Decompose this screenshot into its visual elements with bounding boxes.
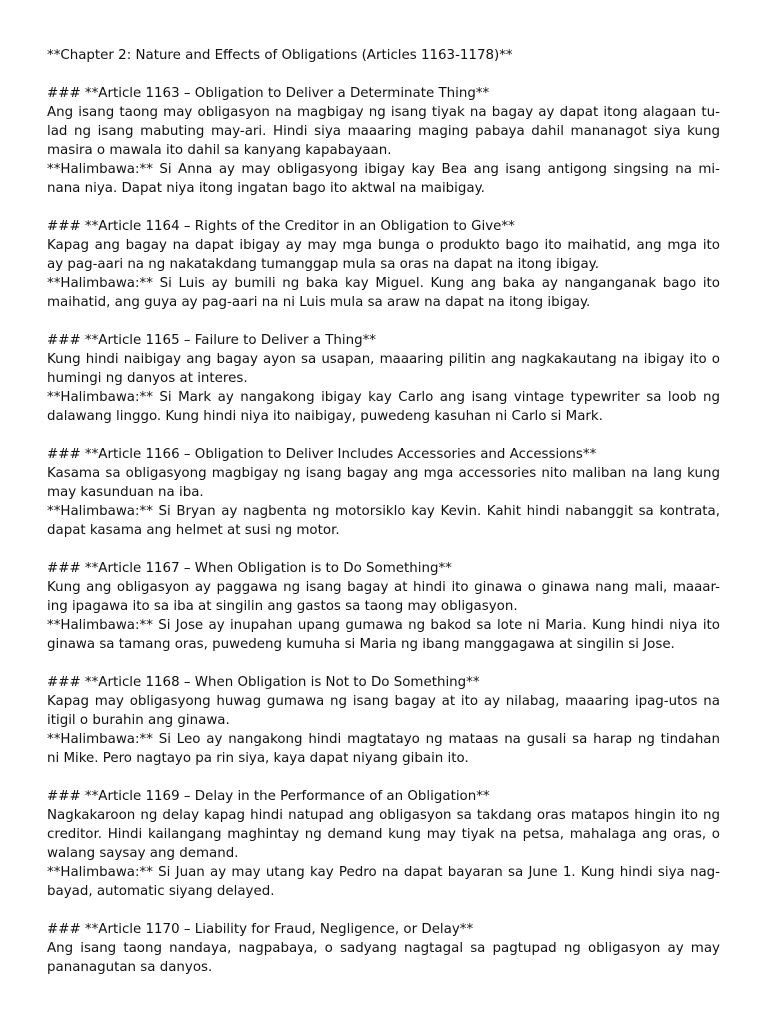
article-text-line: ay pag-aari na ng nakatakdang tumanggap mula sa oras na dapat na itong ibigay.: [47, 257, 599, 272]
article-text-line: **Halimbawa:** Si Jose ay inupahan upang gumawa ng bakod sa lote ni Maria. Kung hindi niya ito: [47, 618, 720, 633]
article-text-line: Kung ang obligasyon ay paggawa ng isang bagay at hindi ito ginawa o ginawa nang mali, maaar-: [47, 580, 720, 595]
article-section: [47, 787, 720, 901]
section-spacer: [47, 312, 720, 331]
article-section: [47, 920, 720, 977]
article-text-line: bayad, automatic siyang delayed.: [47, 884, 275, 899]
articles-container: [47, 65, 720, 977]
article-text-line: humingi ng danyos at interes.: [47, 371, 248, 386]
article-text-line: Kasama sa obligasyong magbigay ng isang bagay ang mga accessories nito maliban na lang kung: [47, 466, 720, 481]
article-text-line: **Halimbawa:** Si Leo ay nangakong hindi magtatayo ng mataas na gusali sa harap ng tindahan: [47, 732, 720, 747]
article-text-line: may kasunduan na iba.: [47, 485, 204, 500]
article-text-line: **Halimbawa:** Si Luis ay bumili ng baka kay Miguel. Kung ang baka ay nanganganak bago ito: [47, 276, 720, 291]
article-text-line: **Halimbawa:** Si Juan ay may utang kay Pedro na dapat bayaran sa June 1. Kung hindi siya nag-: [47, 865, 720, 880]
section-spacer: [47, 65, 720, 84]
article-heading: ### **Article 1169 – Delay in the Performance of an Obligation**: [47, 789, 490, 804]
article-heading: ### **Article 1166 – Obligation to Deliver Includes Accessories and Accessions**: [47, 447, 597, 462]
article-text-line: dalawang linggo. Kung hindi niya ito naibigay, puwedeng kasuhan ni Carlo si Mark.: [47, 409, 603, 424]
article-text-line: ing ipagawa ito sa iba at singilin ang gastos sa taong may obligasyon.: [47, 599, 518, 614]
article-text-line: itigil o burahin ang ginawa.: [47, 713, 230, 728]
article-heading: ### **Article 1167 – When Obligation is to Do Something**: [47, 561, 452, 576]
article-text-line: masira o mawala ito dahil sa kanyang kapabayaan.: [47, 143, 392, 158]
document-page: [47, 46, 720, 977]
article-text-line: Kapag ang bagay na dapat ibigay ay may mga bunga o produkto bago ito maihatid, ang mga ito: [47, 238, 720, 253]
article-text-line: Ang isang taong nandaya, nagpabaya, o sadyang nagtagal sa pagtupad ng obligasyon ay may: [47, 941, 720, 956]
article-section: [47, 331, 720, 426]
article-heading: ### **Article 1170 – Liability for Fraud, Negligence, or Delay**: [47, 922, 474, 937]
article-text-line: nana niya. Dapat niya itong ingatan bago ito aktwal na maibigay.: [47, 181, 485, 196]
article-text-line: ginawa sa tamang oras, puwedeng kumuha si Maria ng ibang manggagawa at singilin si Jose.: [47, 637, 675, 652]
article-section: [47, 559, 720, 654]
section-spacer: [47, 198, 720, 217]
section-spacer: [47, 901, 720, 920]
chapter-title: **Chapter 2: Nature and Effects of Obligations (Articles 1163-1178)**: [47, 48, 513, 63]
article-text-line: **Halimbawa:** Si Bryan ay nagbenta ng motorsiklo kay Kevin. Kahit hindi nabanggit sa kontrata,: [47, 504, 720, 519]
article-text-line: Ang isang taong may obligasyon na magbigay ng isang tiyak na bagay ay dapat itong alagaan tu-: [47, 105, 720, 120]
section-spacer: [47, 654, 720, 673]
article-text-line: walang saysay ang demand.: [47, 846, 239, 861]
section-spacer: [47, 426, 720, 445]
article-text-line: Kapag may obligasyong huwag gumawa ng isang bagay at ito ay nilabag, maaaring ipag-utos na: [47, 694, 720, 709]
section-spacer: [47, 540, 720, 559]
article-section: [47, 84, 720, 198]
article-text-line: Nagkakaroon ng delay kapag hindi natupad ang obligasyon sa takdang oras matapos hingin ito ng: [47, 808, 720, 823]
article-section: [47, 673, 720, 768]
article-text-line: **Halimbawa:** Si Mark ay nangakong ibigay kay Carlo ang isang vintage typewriter sa loob ng: [47, 390, 720, 405]
article-section: [47, 445, 720, 540]
article-text-line: pananagutan sa danyos.: [47, 960, 213, 975]
article-text-line: lad ng isang mabuting may-ari. Hindi siya maaaring maging pabaya dahil mananagot siya kung: [47, 124, 720, 139]
article-text-line: **Halimbawa:** Si Anna ay may obligasyong ibigay kay Bea ang isang antigong singsing na mi-: [47, 162, 720, 177]
article-text-line: Kung hindi naibigay ang bagay ayon sa usapan, maaaring pilitin ang nagkakautang na ibigay ito o: [47, 352, 720, 367]
article-heading: ### **Article 1163 – Obligation to Deliver a Determinate Thing**: [47, 86, 490, 101]
article-section: [47, 217, 720, 312]
article-text-line: maihatid, ang guya ay pag-aari na ni Luis mula sa araw na dapat na itong ibigay.: [47, 295, 591, 310]
article-heading: ### **Article 1168 – When Obligation is Not to Do Something**: [47, 675, 480, 690]
article-text-line: creditor. Hindi kailangang maghintay ng demand kung may tiyak na petsa, mahalaga ang oras, o: [47, 827, 720, 842]
article-text-line: ni Mike. Pero nagtayo pa rin siya, kaya dapat niyang gibain ito.: [47, 751, 469, 766]
article-heading: ### **Article 1165 – Failure to Deliver a Thing**: [47, 333, 376, 348]
article-text-line: dapat kasama ang helmet at susi ng motor.: [47, 523, 340, 538]
section-spacer: [47, 768, 720, 787]
article-heading: ### **Article 1164 – Rights of the Creditor in an Obligation to Give**: [47, 219, 515, 234]
